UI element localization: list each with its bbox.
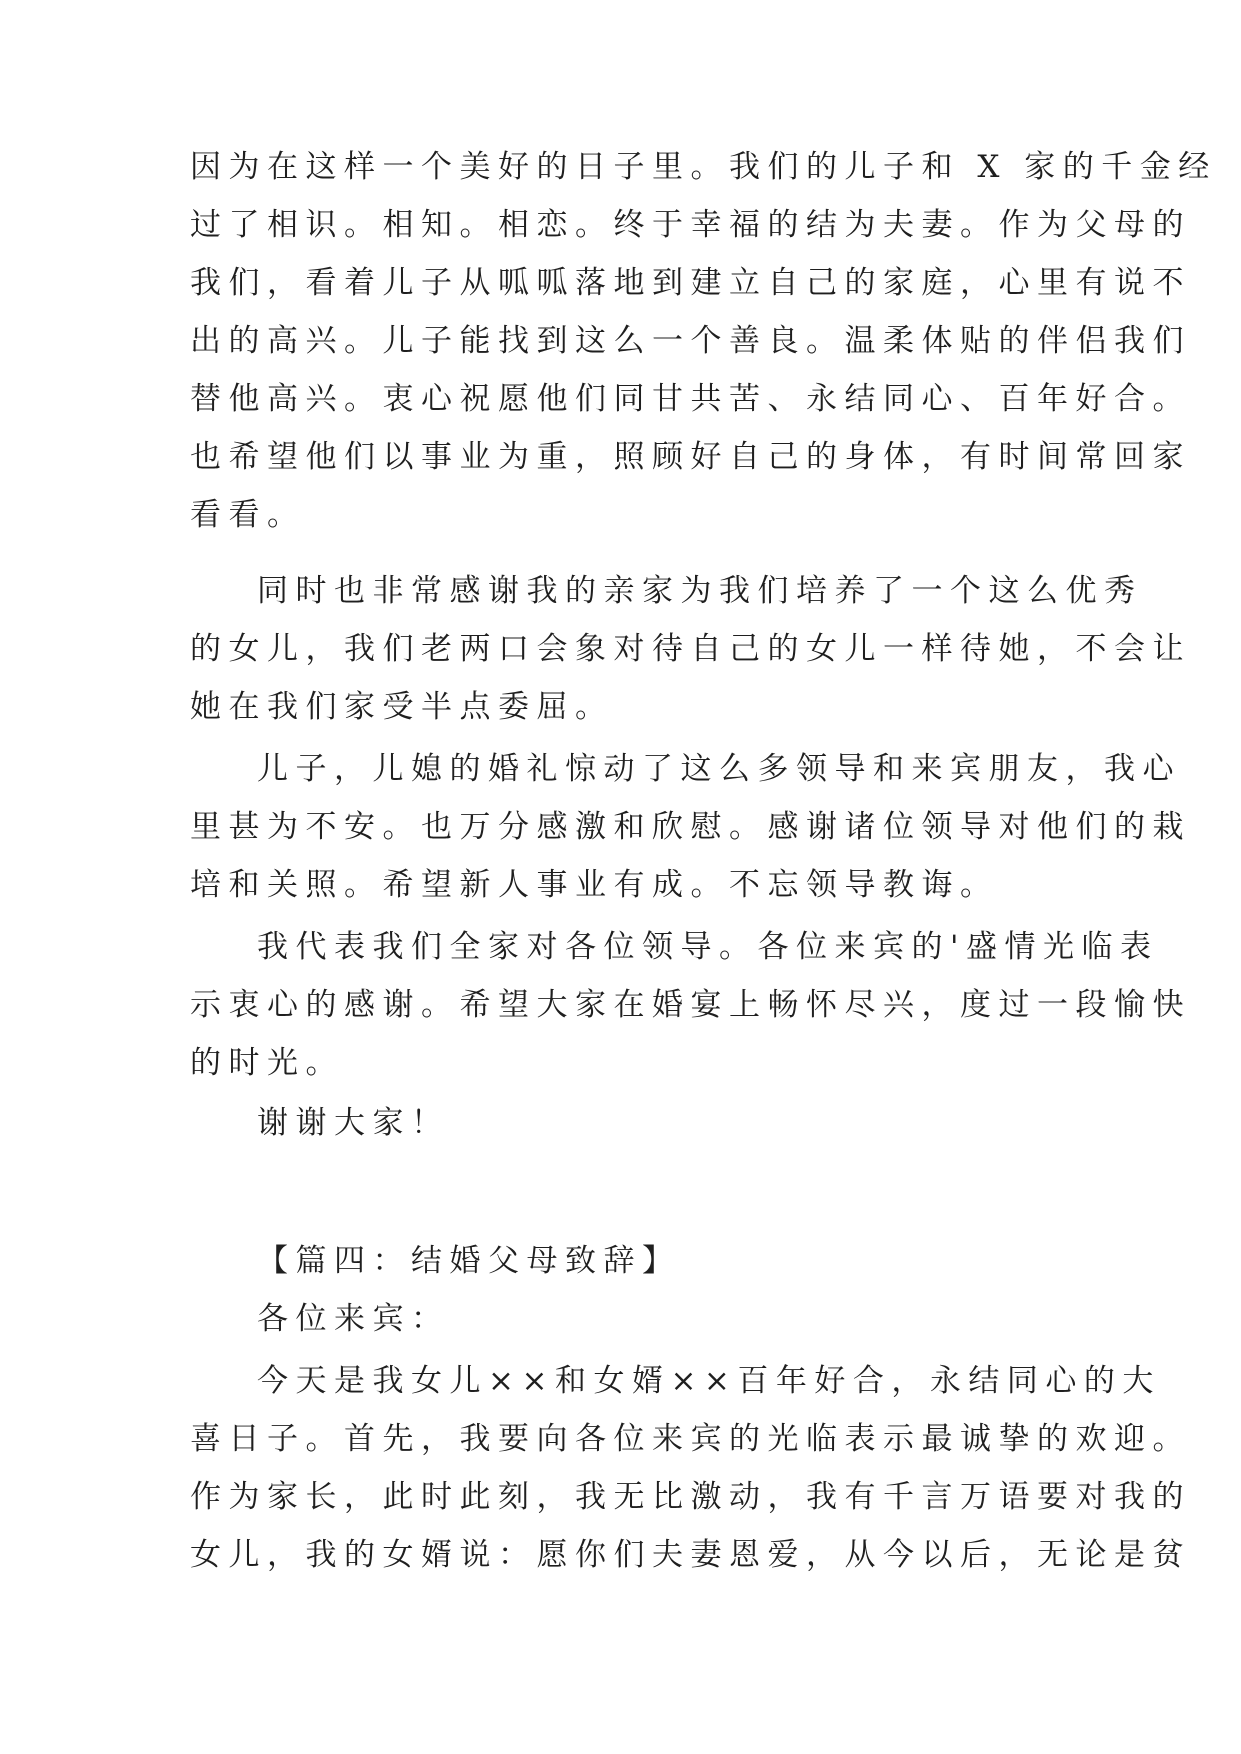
- section-heading: 【篇四：结婚父母致辞】: [257, 1243, 681, 1279]
- text-line: 培和关照。希望新人事业有成。不忘领导教诲。: [190, 867, 999, 903]
- salutation: 各位来宾：: [257, 1301, 450, 1337]
- text-line: 我代表我们全家对各位领导。各位来宾的'盛情光临表: [257, 929, 1159, 965]
- text-line: 儿子，儿媳的婚礼惊动了这么多领导和来宾朋友，我心: [257, 751, 1181, 787]
- text-line: 因为在这样一个美好的日子里。我们的儿子和 X 家的千金经: [190, 149, 1217, 185]
- text-line: 喜日子。首先，我要向各位来宾的光临表示最诚挚的欢迎。: [190, 1421, 1191, 1457]
- text-line: 今天是我女儿××和女婿××百年好合，永结同心的大: [257, 1363, 1161, 1399]
- text-line: 出的高兴。儿子能找到这么一个善良。温柔体贴的伴侣我们: [190, 323, 1191, 359]
- text-line: 看看。: [190, 497, 306, 533]
- text-line: 女儿，我的女婿说：愿你们夫妻恩爱，从今以后，无论是贫: [190, 1537, 1191, 1573]
- text-line: 也希望他们以事业为重，照顾好自己的身体，有时间常回家: [190, 439, 1191, 475]
- text-line: 谢谢大家！: [257, 1105, 450, 1141]
- text-line: 她在我们家受半点委屈。: [190, 689, 614, 725]
- text-line: 作为家长，此时此刻，我无比激动，我有千言万语要对我的: [190, 1479, 1191, 1515]
- text-line: 替他高兴。衷心祝愿他们同甘共苦、永结同心、百年好合。: [190, 381, 1191, 417]
- text-line: 里甚为不安。也万分感激和欣慰。感谢诸位领导对他们的栽: [190, 809, 1191, 845]
- text-line: 示衷心的感谢。希望大家在婚宴上畅怀尽兴，度过一段愉快: [190, 987, 1191, 1023]
- text-line: 过了相识。相知。相恋。终于幸福的结为夫妻。作为父母的: [190, 207, 1191, 243]
- text-line: 的女儿，我们老两口会象对待自己的女儿一样待她，不会让: [190, 631, 1191, 667]
- text-line: 我们，看着儿子从呱呱落地到建立自己的家庭，心里有说不: [190, 265, 1191, 301]
- text-line: 同时也非常感谢我的亲家为我们培养了一个这么优秀: [257, 573, 1143, 609]
- text-line: 的时光。: [190, 1045, 344, 1081]
